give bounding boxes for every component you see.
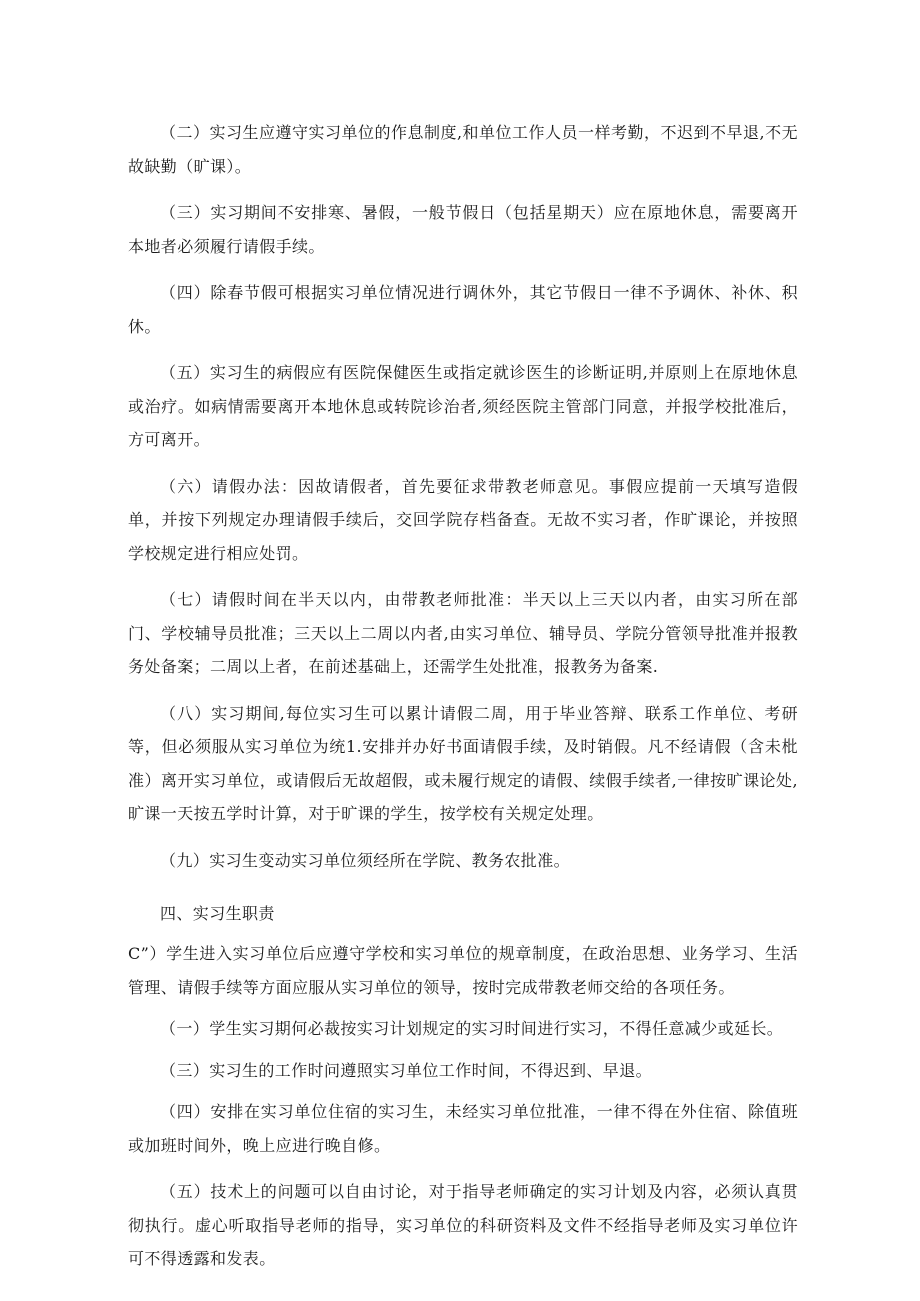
paragraph-7-leave-approval: （七）请假时间在半天以内，由带教老师批准：半天以上三天以内者，由实习所在部门、学校辅导员批准；三天以上二周以内者,由实习单位、辅导员、学院分管领导批准并报教务处备案；二周以上者，在前述基础上，还需学生处批准，报教务为备案. bbox=[128, 590, 798, 676]
duty-paragraph-4: （四）安排在实习单位住宿的实习生，未经实习单位批准，一律不得在外住宿、除值班或加班时间外，晚上应进行晚自修。 bbox=[128, 1102, 798, 1155]
paragraph-3-holidays: （三）实习期间不安排寒、暑假，一般节假日（包括星期天）应在原地休息，需要离开本地者必须履行请假手续。 bbox=[128, 203, 798, 256]
document-body bbox=[128, 116, 798, 1289]
duty-paragraph-intro: C”）学生进入实习单位后应遵守学校和实习单位的规章制度，在政治思想、业务学习、生活管理、请假手续等方面应服从实习单位的领导，按时完成带教老师交给的各项任务。 bbox=[128, 944, 798, 997]
duty-paragraph-5: （五）技术上的问题可以自由讨论，对于指导老师确定的实习计划及内容，必须认真贯彻执行。虚心听取指导老师的指导，实习单位的科研资料及文件不经指导老师及实习单位许可不得透露和发表。 bbox=[128, 1182, 798, 1268]
paragraph-2-work-hours: （二）实习生应遵守实习单位的作息制度,和单位工作人员一样考勤，不迟到不早退,不无故缺勤（旷课）。 bbox=[128, 123, 798, 176]
paragraph-4-spring-festival: （四）除春节假可根据实习单位情况进行调休外，其它节假日一律不予调休、补休、积休。 bbox=[128, 283, 798, 336]
paragraph-8-cumulative-leave: （八）实习期间,每位实习生可以累计请假二周，用于毕业答辩、联系工作单位、考研等，但必须服从实习单位为统1.安排并办好书面请假手续，及时销假。凡不经请假（含未枇准）离开实习单位，或请假后无故超假，或未履行规定的请假、续假手续者,一律按旷课论处,旷课一天按五学时计算，对于旷课的学生，按学校有关规定处理。 bbox=[128, 703, 798, 823]
duty-paragraph-1: （一）学生实习期何必裁按实习计划规定的实习时间进行实习，不得任意减少或延长。 bbox=[160, 1019, 784, 1038]
section-heading-duties: 四、实习生职责 bbox=[160, 904, 275, 923]
paragraph-9-change-unit: （九）实习生变动实习单位须经所在学院、教务农批准。 bbox=[160, 850, 571, 870]
duty-paragraph-3: （三）实习生的工作时问遵照实习单位工作时间，不得迟到、早退。 bbox=[160, 1060, 653, 1080]
paragraph-5-sick-leave: （五）实习生的病假应有医院保健医生或指定就诊医生的诊断证明,并原则上在原地休息或治疗。如病情需要离开本地休息或转院诊治者,须经医院主管部门同意，并报学校批准后，方可离开。 bbox=[128, 363, 798, 449]
paragraph-6-leave-procedure: （六）请假办法：因故请假者，首先要征求带教老师意见。事假应提前一天填写造假单，并按下列规定办理请假手续后，交回学院存档备查。无故不实习者，作旷课论，并按照学校规定进行相应处罚。 bbox=[128, 476, 798, 563]
